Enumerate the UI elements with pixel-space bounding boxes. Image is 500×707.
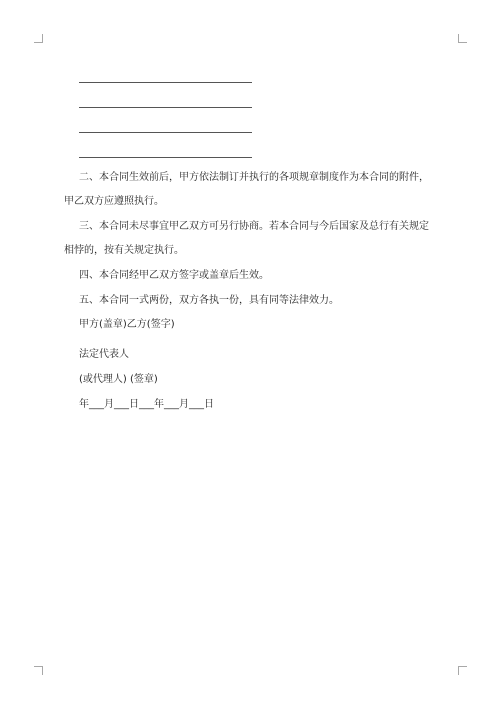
blank-line-3 xyxy=(79,132,252,133)
crop-mark-bottom-left xyxy=(34,666,43,675)
clause-2-line-2: 甲乙双方应遵照执行。 xyxy=(64,196,164,207)
clause-5: 五、本合同一式两份，双方各执一份，具有同等法律效力。 xyxy=(79,295,339,306)
crop-mark-top-left xyxy=(34,34,43,43)
clause-3-line-1: 三、本合同未尽事宜甲乙双方可另行协商。若本合同与今后国家及总行有关规定 xyxy=(79,221,429,232)
clause-3-line-2: 相悖的，按有关规定执行。 xyxy=(64,245,184,256)
blank-line-4 xyxy=(79,157,252,158)
signature-legal-rep: 法定代表人 xyxy=(79,349,129,360)
blank-line-2 xyxy=(79,107,252,108)
clause-2-line-1: 二、本合同生效前后，甲方依法制订并执行的各项规章制度作为本合同的附件， xyxy=(79,172,429,183)
signature-date: 年___月___日___年___月___日 xyxy=(79,399,214,410)
clause-4: 四、本合同经甲乙双方签字或盖章后生效。 xyxy=(79,270,269,281)
blank-line-1 xyxy=(79,82,252,83)
crop-mark-top-right xyxy=(458,34,467,43)
signature-parties: 甲方(盖章)乙方(签字) xyxy=(79,319,175,330)
crop-mark-bottom-right xyxy=(458,666,467,675)
signature-agent: (或代理人) (签章) xyxy=(79,374,158,385)
